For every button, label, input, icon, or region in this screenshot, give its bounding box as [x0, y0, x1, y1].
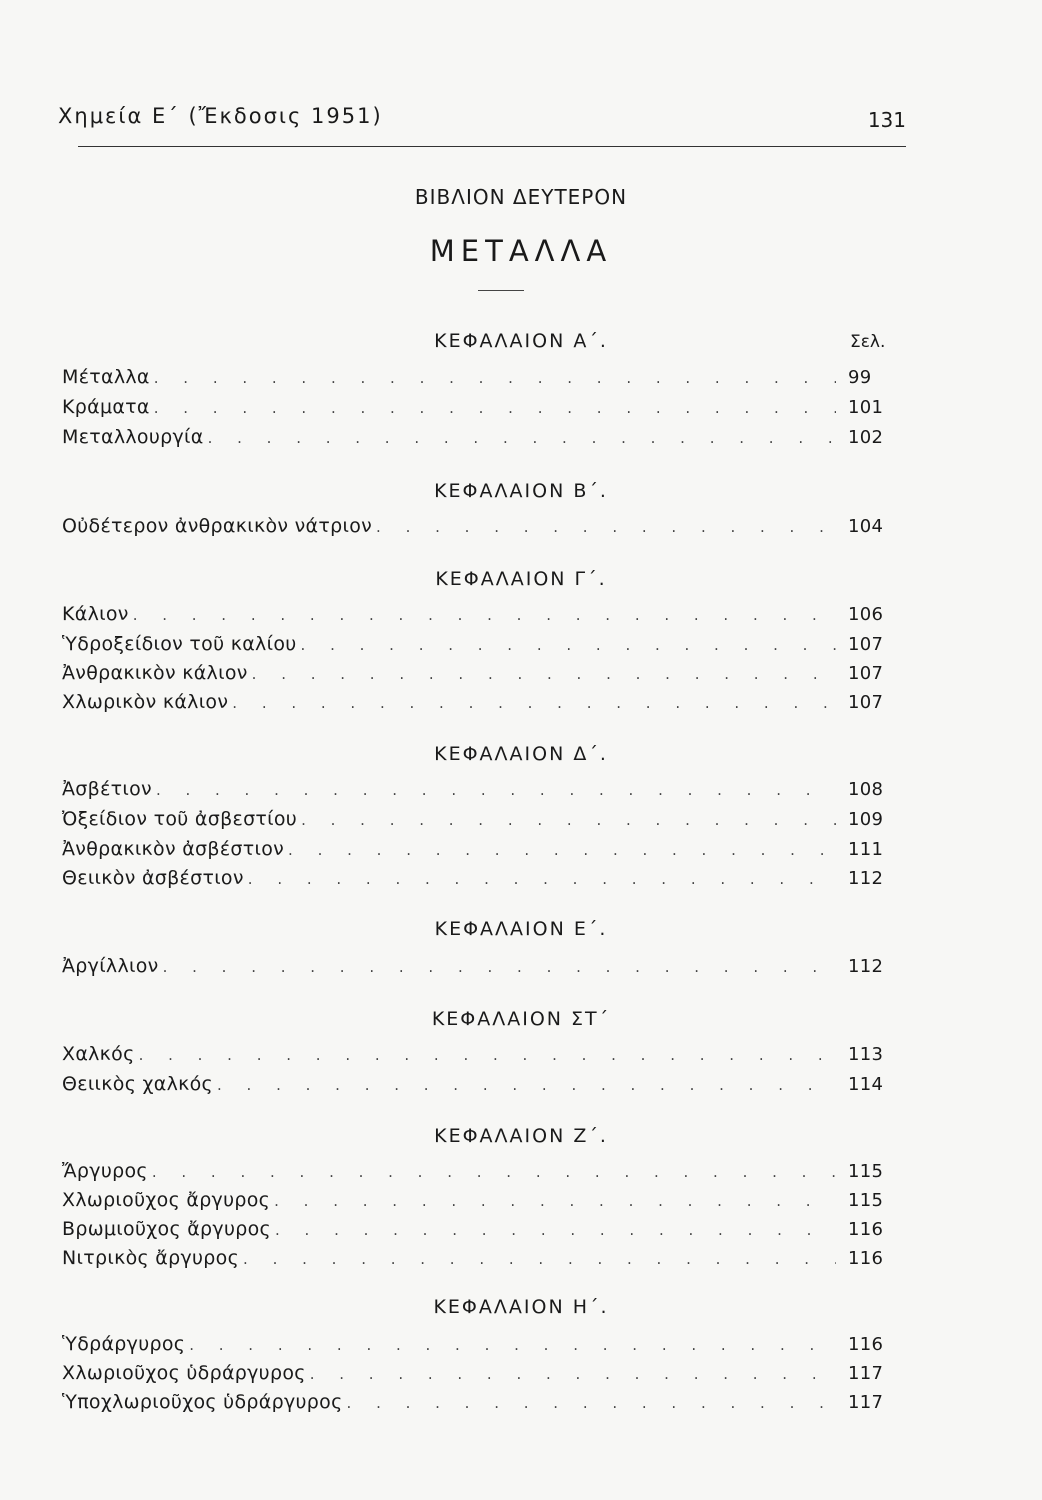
toc-entry — [62, 1391, 902, 1417]
entry-title: Βρωμιοῦχος ἄργυρος — [62, 1218, 271, 1240]
leader-dots — [274, 1192, 836, 1210]
entry-page: 113 — [848, 1044, 884, 1065]
entry-title: Κάλιον — [62, 603, 129, 625]
leader-dots — [248, 870, 836, 888]
entry-page: 102 — [848, 427, 884, 448]
entry-title: Ὑδράργυρος — [62, 1333, 186, 1355]
chapter-heading: ΚΕΦΑΛΑΙΟΝ Δ΄. — [434, 743, 608, 765]
entry-page: 115 — [848, 1161, 884, 1182]
chapter-heading: ΚΕΦΑΛΑΙΟΝ Η΄. — [433, 1296, 609, 1318]
entry-title: Ἀνθρακικὸν ἀσβέστιον — [62, 838, 285, 860]
entry-page: 109 — [848, 809, 884, 830]
entry-page: 99 — [848, 367, 872, 388]
leader-dots — [163, 958, 836, 976]
entry-title: Ὑποχλωριοῦχος ὑδράργυρος — [62, 1391, 343, 1413]
running-head: Χημεία Ε΄ (Ἔκδοσις 1951) — [58, 104, 383, 128]
toc-entry — [62, 1189, 902, 1215]
entry-title: Οὐδέτερον ἀνθρακικὸν νάτριον — [62, 515, 373, 537]
toc-entry — [62, 662, 902, 688]
entry-page: 116 — [848, 1334, 884, 1355]
leader-dots — [310, 1365, 836, 1383]
entry-page: 101 — [848, 397, 884, 418]
leader-dots — [376, 518, 836, 536]
entry-page: 114 — [848, 1074, 884, 1095]
chapter-heading: ΚΕΦΑΛΑΙΟΝ Β΄. — [434, 480, 608, 502]
part-title: ΜΕΤΑΛΛΑ — [429, 234, 613, 268]
entry-title: Μεταλλουργία — [62, 426, 204, 448]
leader-dots — [189, 1336, 836, 1354]
leader-dots — [243, 1250, 836, 1268]
toc-entry — [62, 1362, 902, 1388]
toc-entry — [62, 838, 902, 864]
entry-title: Ἀνθρακικὸν κάλιον — [62, 662, 248, 684]
toc-entry — [62, 867, 902, 893]
chapter-heading: ΚΕΦΑΛΑΙΟΝ Ζ΄. — [434, 1125, 608, 1147]
leader-dots — [139, 1046, 836, 1064]
toc-entry — [62, 1043, 902, 1069]
page-header — [58, 104, 906, 144]
entry-title: Ἀργίλλιον — [62, 955, 159, 977]
entry-page: 107 — [848, 692, 884, 713]
toc-entry — [62, 1160, 902, 1186]
toc-entry — [62, 426, 902, 452]
entry-title: Ὑδροξείδιον τοῦ καλίου — [62, 633, 297, 655]
page-column-label: Σελ. — [850, 332, 886, 352]
leader-dots — [154, 399, 836, 417]
entry-page: 112 — [848, 868, 884, 889]
entry-title: Μέταλλα — [62, 366, 150, 388]
chapter-heading: ΚΕΦΑΛΑΙΟΝ Α΄. — [434, 330, 608, 352]
entry-page: 111 — [848, 839, 884, 860]
chapter-heading: ΚΕΦΑΛΑΙΟΝ Ε΄. — [434, 918, 608, 940]
header-rule — [78, 146, 906, 147]
leader-dots — [301, 811, 836, 829]
entry-title: Χλωριοῦχος ἄργυρος — [62, 1189, 271, 1211]
entry-page: 107 — [848, 663, 884, 684]
chapter-heading: ΚΕΦΑΛΑΙΟΝ Γ΄. — [435, 568, 607, 590]
leader-dots — [208, 429, 836, 447]
entry-page: 112 — [848, 956, 884, 977]
leader-dots — [156, 781, 836, 799]
entry-title: Νιτρικὸς ἄργυρος — [62, 1247, 240, 1269]
leader-dots — [301, 636, 836, 654]
leader-dots — [275, 1221, 836, 1239]
entry-page: 116 — [848, 1248, 884, 1269]
entry-title: Ἄργυρος — [62, 1160, 148, 1182]
toc-entry — [62, 1218, 902, 1244]
toc-entry — [62, 808, 902, 834]
toc-entry — [62, 955, 902, 981]
chapter-heading: ΚΕΦΑΛΑΙΟΝ ΣΤ΄ — [431, 1008, 611, 1030]
entry-page: 104 — [848, 516, 884, 537]
entry-page: 116 — [848, 1219, 884, 1240]
entry-page: 117 — [848, 1363, 884, 1384]
toc-entry — [62, 691, 902, 717]
entry-title: Ἀσβέτιον — [62, 778, 152, 800]
leader-dots — [154, 369, 836, 387]
entry-title: Θειικὸς χαλκός — [62, 1073, 214, 1095]
toc-entry — [62, 1333, 902, 1359]
entry-page: 108 — [848, 779, 884, 800]
title-divider — [478, 290, 524, 291]
entry-page: 106 — [848, 604, 884, 625]
entry-page: 107 — [848, 634, 884, 655]
entry-page: 115 — [848, 1190, 884, 1211]
toc-entry — [62, 1247, 902, 1273]
toc-entry — [62, 603, 902, 629]
page-number: 131 — [867, 108, 906, 132]
entry-title: Θειικὸν ἀσβέστιον — [62, 867, 244, 889]
entry-title: Κράματα — [62, 396, 150, 418]
entry-title: Χλωρικὸν κάλιον — [62, 691, 229, 713]
entry-page: 117 — [848, 1392, 884, 1413]
leader-dots — [217, 1076, 836, 1094]
leader-dots — [133, 606, 836, 624]
entry-title: Χαλκός — [62, 1043, 135, 1065]
toc-entry — [62, 366, 902, 392]
leader-dots — [232, 694, 836, 712]
leader-dots — [252, 665, 836, 683]
toc-entry — [62, 778, 902, 804]
leader-dots — [152, 1163, 836, 1181]
entry-title: Χλωριοῦχος ὑδράργυρος — [62, 1362, 306, 1384]
toc-entry — [62, 396, 902, 422]
book-title: ΒΙΒΛΙΟΝ ΔΕΥΤΕΡΟΝ — [414, 185, 628, 209]
leader-dots — [347, 1394, 836, 1412]
entry-title: Ὀξείδιον τοῦ ἀσβεστίου — [62, 808, 298, 830]
toc-entry — [62, 515, 902, 541]
toc-entry — [62, 1073, 902, 1099]
leader-dots — [288, 841, 836, 859]
toc-entry — [62, 633, 902, 659]
